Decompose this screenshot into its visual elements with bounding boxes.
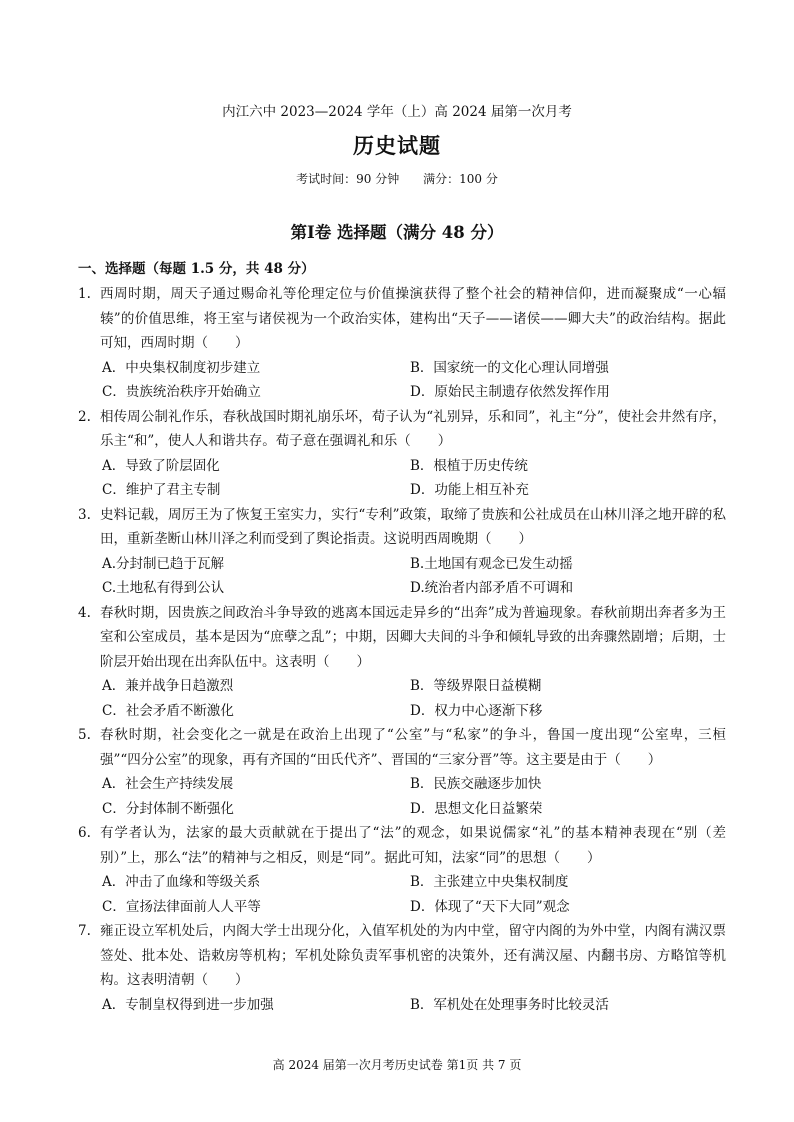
option-c: C．宣扬法律面前人人平等: [102, 898, 261, 915]
question-number: 2.: [78, 408, 91, 425]
section-heading: 一、选择题（每题 1.5 分，共 48 分）: [78, 261, 315, 277]
question-1: [78, 282, 726, 405]
option-a: A．社会生产持续发展: [102, 776, 234, 792]
question-list: [78, 282, 726, 1017]
exam-header: 内江六中 2023—2024 学年（上）高 2024 届第一次月考: [222, 104, 572, 120]
option-b: B．根植于历史传统: [410, 457, 528, 474]
question-6: [78, 821, 726, 919]
question-7: [78, 919, 726, 1017]
question-number: 4.: [78, 604, 91, 621]
option-d: D．思想文化日益繁荣: [410, 800, 543, 817]
question-stem: 史料记载，周厉王为了恢复王室实力，实行“专利”政策，取缔了贵族和公社成员在山林川泽之地开辟的私田，重新垄断山林川泽之利而受到了舆论指责。这说明西周晚期（ ）: [100, 506, 726, 547]
part-title: 第Ⅰ卷 选择题（满分 48 分）: [290, 223, 504, 242]
option-d: D.统治者内部矛盾不可调和: [410, 580, 574, 596]
page-title: 历史试题: [353, 133, 441, 158]
exam-time: 考试时间：90 分钟: [296, 172, 400, 186]
option-c: C．维护了君主专制: [102, 482, 221, 498]
question-5: [78, 723, 726, 821]
option-d: D．功能上相互补充: [410, 482, 529, 498]
option-a: A．冲击了血缘和等级关系: [102, 874, 261, 890]
option-a: A．导致了阶层固化: [102, 457, 220, 474]
question-number: 7.: [78, 923, 91, 939]
option-a: A．兼并战争日趋激烈: [102, 678, 234, 694]
question-number: 1.: [78, 286, 91, 302]
question-number: 3.: [78, 506, 91, 523]
exam-full-score: 满分：100 分: [423, 172, 498, 186]
option-c: C.土地私有得到公认: [102, 580, 225, 596]
question-2: [78, 405, 726, 503]
question-number: 5.: [78, 727, 91, 743]
option-d: D．权力中心逐渐下移: [410, 702, 543, 719]
question-number: 6.: [78, 825, 91, 841]
option-b: B．民族交融逐步加快: [410, 776, 542, 792]
option-c: C．贵族统治秩序开始确立: [102, 384, 261, 400]
option-b: B．等级界限日益模糊: [410, 678, 542, 694]
option-d: D．原始民主制遗存依然发挥作用: [410, 384, 610, 400]
exam-meta: [0, 170, 794, 187]
option-c: C．分封体制不断强化: [102, 800, 234, 817]
question-stem: 春秋时期，因贵族之间政治斗争导致的逃离本国远走异乡的“出奔”成为普遍现象。春秋前期出奔者多为王室和公室成员，基本是因为“庶孽之乱”；中期，因卿大夫间的斗争和倾轧导致的出奔骤然剧增；后期，士阶层开始出现在出奔队伍中。这表明（ ）: [100, 604, 726, 670]
question-3: [78, 503, 726, 601]
question-stem: 西周时期，周天子通过赐命礼等伦理定位与价值操演获得了整个社会的精神信仰，进而凝聚成“一心辐辏”的价值思维，将王室与诸侯视为一个政治实体，建构出“天子——诸侯——卿大夫”的政治结构。据此可知，西周时期（ ）: [100, 286, 726, 351]
option-a: A．中央集权制度初步建立: [102, 359, 261, 376]
option-b: B．军机处在处理事务时比较灵活: [410, 996, 609, 1013]
option-c: C．社会矛盾不断激化: [102, 702, 234, 719]
page-footer: 高 2024 届第一次月考历史试卷 第1页 共 7 页: [272, 1058, 522, 1072]
option-a: A.分封制已趋于瓦解: [102, 555, 225, 572]
question-stem: 春秋时期，社会变化之一就是在政治上出现了“公室”与“私家”的争斗，鲁国一度出现“公室卑，三桓强”“四分公室”的现象，再有齐国的“田氏代齐”、晋国的“三家分晋”等。这主要是由于（ ）: [100, 727, 726, 768]
option-b: B．主张建立中央集权制度: [410, 874, 569, 890]
question-stem: 有学者认为，法家的最大贡献就在于提出了“法”的观念，如果说儒家“礼”的基本精神表现在“别（差别）”上，那么“法”的精神与之相反，则是“同”。据此可知，法家“同”的思想（ ）: [100, 825, 726, 866]
question-stem: 相传周公制礼作乐，春秋战国时期礼崩乐坏，荀子认为“礼别异，乐和同”，礼主“分”，使社会井然有序，乐主“和”，使人人和谐共存。荀子意在强调礼和乐（ ）: [100, 408, 726, 449]
question-stem: 雍正设立军机处后，内阁大学士出现分化，入值军机处的为内中堂，留守内阁的为外中堂，内阁有满汉票签处、批本处、诰敕房等机构；军机处除负责军事机密的决策外，还有满汉屋、内翻书房、方略馆等机构。这表明清朝（ ）: [100, 923, 726, 988]
question-4: [78, 601, 726, 724]
option-b: B．国家统一的文化心理认同增强: [410, 359, 609, 376]
option-a: A．专制皇权得到进一步加强: [102, 996, 274, 1013]
option-d: D．体现了“天下大同”观念: [410, 898, 570, 915]
option-b: B.土地国有观念已发生动摇: [410, 555, 573, 572]
